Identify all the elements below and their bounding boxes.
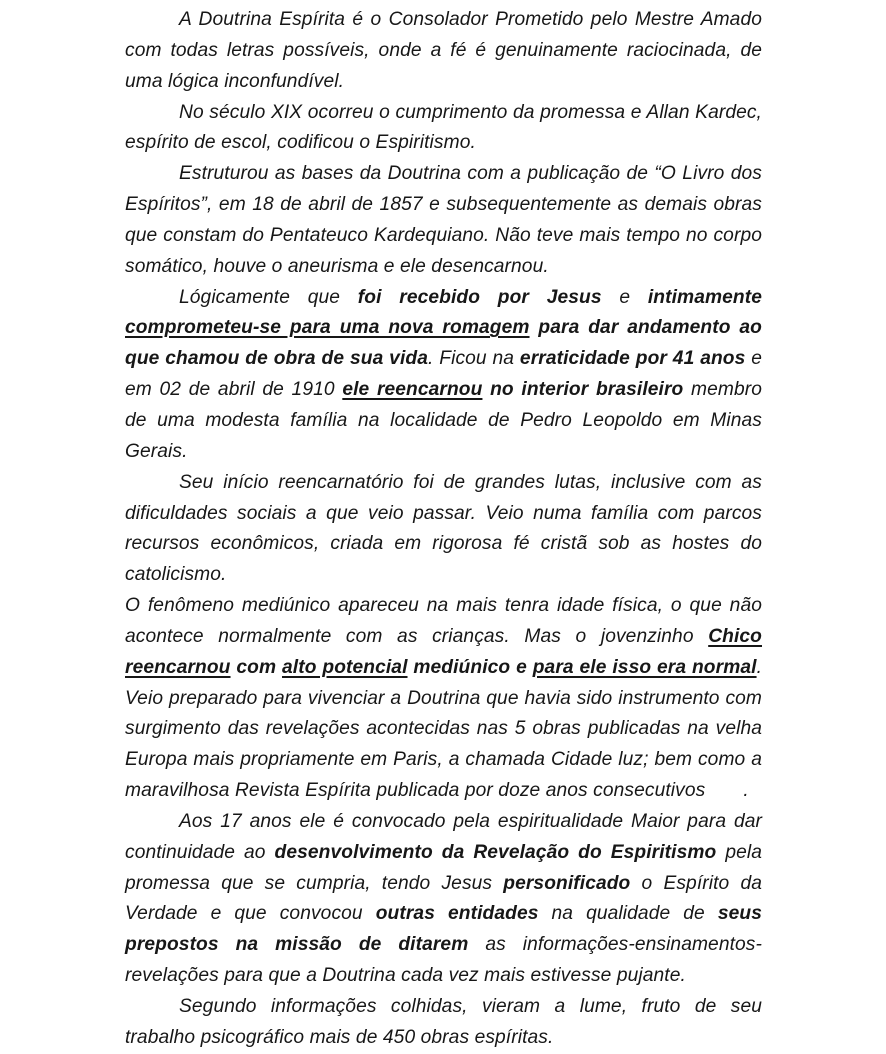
text-run: comprometeu-se para uma nova romagem	[125, 317, 530, 339]
text-run: personificado	[503, 872, 631, 894]
text-run: na qualidade de	[538, 903, 718, 925]
text-run: Estruturou as bases da Doutrina com a publicação de “O Livro dos Espíritos”, em 18 de abril de 1857 e subsequentemente as demais obras que constam do Pentateuco Kardequiano. Não teve mais tempo no corpo somático, houve o aneurisma e ele desencarnou.	[125, 163, 762, 277]
text-run: intimamente	[647, 286, 762, 308]
text-run: Seu início reencarnatório foi de grandes lutas, inclusive com as dificuldades sociais a que veio passar. Veio numa família com parcos recursos econômicos, criada em rigorosa fé cristã sob as hostes do catolicismo.	[125, 471, 762, 586]
text-run: e em 02 de abril de 1910	[125, 348, 763, 401]
document-body	[125, 5, 762, 1054]
text-run: e	[601, 286, 648, 308]
text-run: pela promessa que se cumpria, tendo Jesus	[125, 841, 762, 894]
paragraph	[125, 283, 762, 468]
text-run: ele reencarnou	[342, 379, 483, 401]
text-run: membro de uma modesta família na localidade de Pedro Leopoldo em Minas Gerais.	[125, 379, 763, 462]
paragraph	[125, 5, 762, 98]
text-run: . Ficou na	[427, 348, 520, 370]
text-run: No século XIX ocorreu o cumprimento da promessa e Allan Kardec, espírito de escol, codificou o Espiritismo.	[125, 101, 762, 154]
text-run: o Espírito da Verdade e que convocou	[125, 872, 762, 925]
text-run: Segundo informações colhidas, vieram a lume, fruto de seu trabalho psicográfico mais de 450 obras espíritas.	[125, 996, 762, 1048]
text-run: Lógicamente que	[179, 286, 358, 308]
paragraph	[125, 807, 762, 992]
text-run: Aos 17 anos ele é convocado pela espiritualidade Maior para dar continuidade ao	[125, 810, 762, 863]
text-run: outras entidades	[375, 903, 539, 925]
paragraph	[125, 992, 762, 1054]
paragraph	[125, 98, 762, 160]
text-run: foi recebido por Jesus	[357, 286, 602, 308]
text-run: alto potencial	[282, 656, 408, 678]
text-run: para ele isso era normal	[532, 656, 757, 678]
paragraph	[125, 591, 762, 807]
text-run: O fenômeno mediúnico apareceu na mais tenra idade física, o que não acontece normalmente com as crianças. Mas o jovenzinho	[125, 595, 762, 647]
text-run: desenvolvimento da Revelação do Espiritismo	[274, 841, 717, 863]
text-run: mediúnico e	[407, 656, 533, 678]
paragraph	[125, 468, 762, 591]
text-run: seus prepostos na missão de ditarem	[125, 903, 763, 956]
paragraph	[125, 159, 762, 282]
text-run: para dar andamento ao que chamou de obra de sua vida	[125, 317, 763, 370]
text-run: com	[230, 656, 282, 678]
text-run: . Veio preparado para vivenciar a Doutrina que havia sido instrumento com surgimento das revelações acontecidas nas 5 obras publicadas na velha Europa mais propriamente em Paris, a chamada Cidade luz; bem como a maravilhosa Revista Espírita publicada por doze anos consecutivos .	[125, 656, 762, 802]
text-run: erraticidade por 41 anos	[519, 348, 746, 370]
text-run: A Doutrina Espírita é o Consolador Prometido pelo Mestre Amado com todas letras possíveis, onde a fé é genuinamente raciocinada, de uma lógica inconfundível.	[125, 9, 762, 92]
text-run: Chico reencarnou	[125, 625, 762, 678]
text-run: no interior brasileiro	[482, 379, 684, 401]
text-run: as informações-ensinamentos-revelações para que a Doutrina cada vez mais estivesse pujante.	[125, 934, 762, 987]
